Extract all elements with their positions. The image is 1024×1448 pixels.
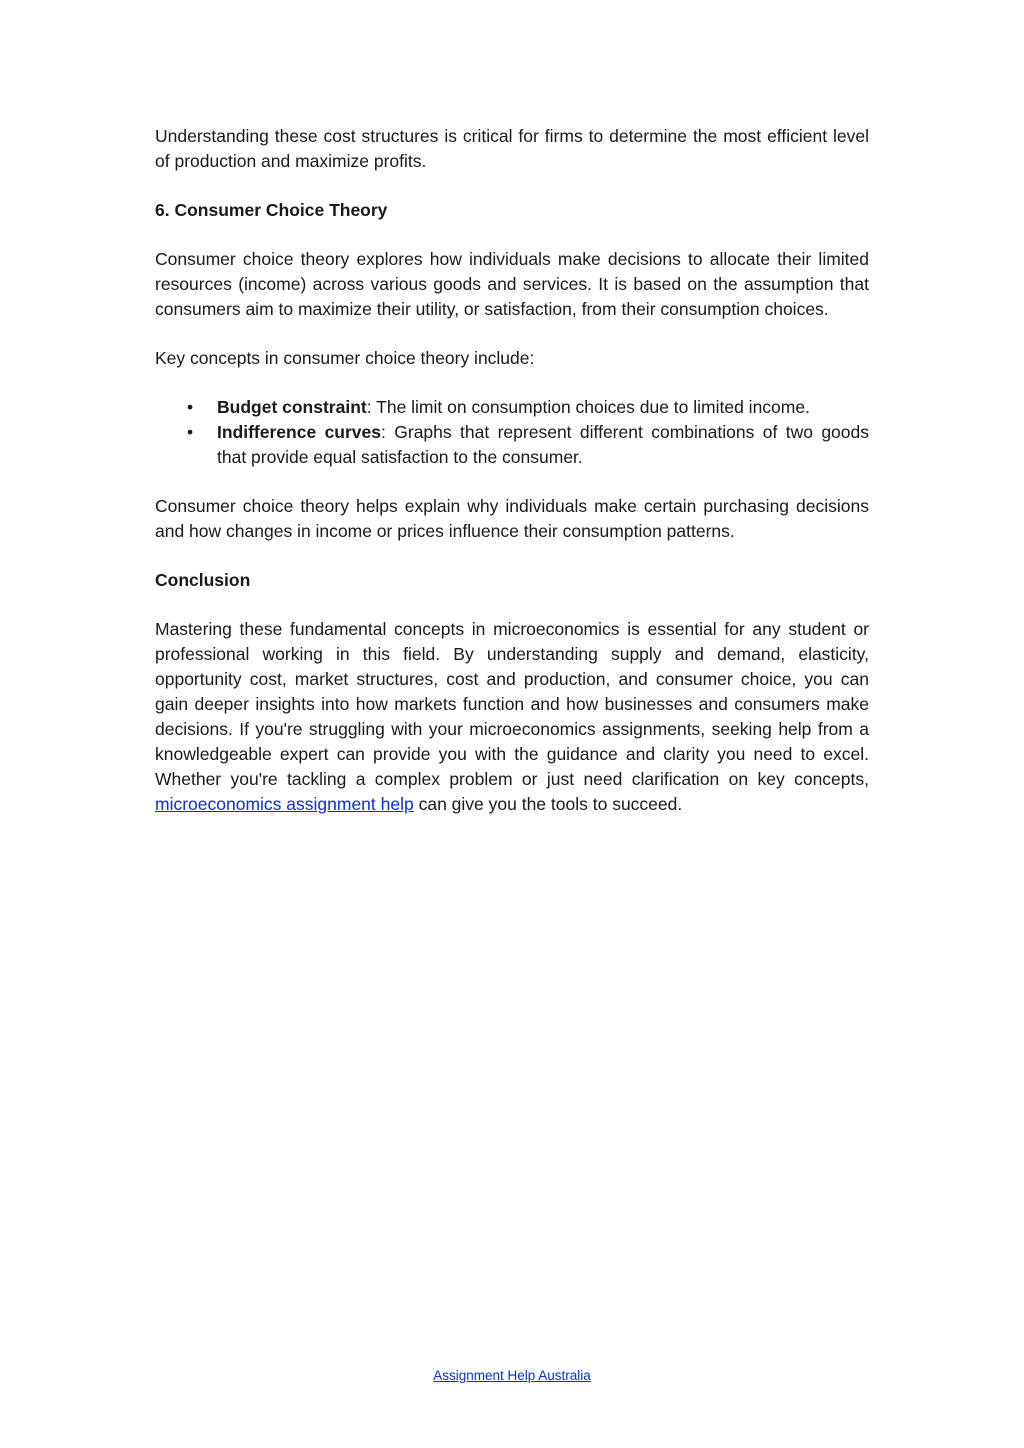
list-item-term: Budget constraint [217, 397, 367, 417]
bullet-icon: • [187, 397, 194, 417]
section-heading-conclusion: Conclusion [155, 570, 251, 590]
conclusion-paragraph [155, 617, 869, 817]
list-item-term: Indifference curves [217, 422, 382, 442]
footer-link[interactable]: Assignment Help Australia [433, 1368, 591, 1383]
page-footer [0, 1367, 1024, 1385]
bullet-icon: • [187, 422, 194, 442]
conclusion-text-after-link: can give you the tools to succeed. [413, 794, 683, 814]
document-body [155, 124, 869, 841]
intro-paragraph: Understanding these cost structures is critical for firms to determine the most efficient level of production and maximize profits. [155, 126, 869, 171]
key-concepts-list [155, 395, 869, 470]
conclusion-text-before-link: Mastering these fundamental concepts in microeconomics is essential for any student or professional working in this field. By understanding supply and demand, elasticity, opportunity cost, market structures, cost and production, and consumer choice, you can gain deeper insights into how markets function and how businesses and consumers make decisions. If you're struggling with your microeconomics assignments, seeking help from a knowledgeable expert can provide you with the guidance and clarity you need to excel. Whether you're tackling a complex problem or just need clarification on key concepts, [155, 619, 869, 789]
section-heading-consumer-choice: 6. Consumer Choice Theory [155, 200, 388, 220]
microeconomics-assignment-help-link[interactable]: microeconomics assignment help [155, 794, 414, 814]
list-item-text: : Graphs that represent different combinations of two goods that provide equal satisfaction to the consumer. [217, 422, 869, 467]
list-item [187, 395, 869, 420]
consumer-choice-paragraph-2: Key concepts in consumer choice theory include: [155, 348, 535, 368]
list-item-text: : The limit on consumption choices due to limited income. [366, 397, 810, 417]
consumer-choice-paragraph-3: Consumer choice theory helps explain why individuals make certain purchasing decisions and how changes in income or prices influence their consumption patterns. [155, 496, 869, 541]
list-item [187, 420, 869, 470]
consumer-choice-paragraph-1: Consumer choice theory explores how individuals make decisions to allocate their limited resources (income) across various goods and services. It is based on the assumption that consumers aim to maximize their utility, or satisfaction, from their consumption choices. [155, 249, 869, 319]
